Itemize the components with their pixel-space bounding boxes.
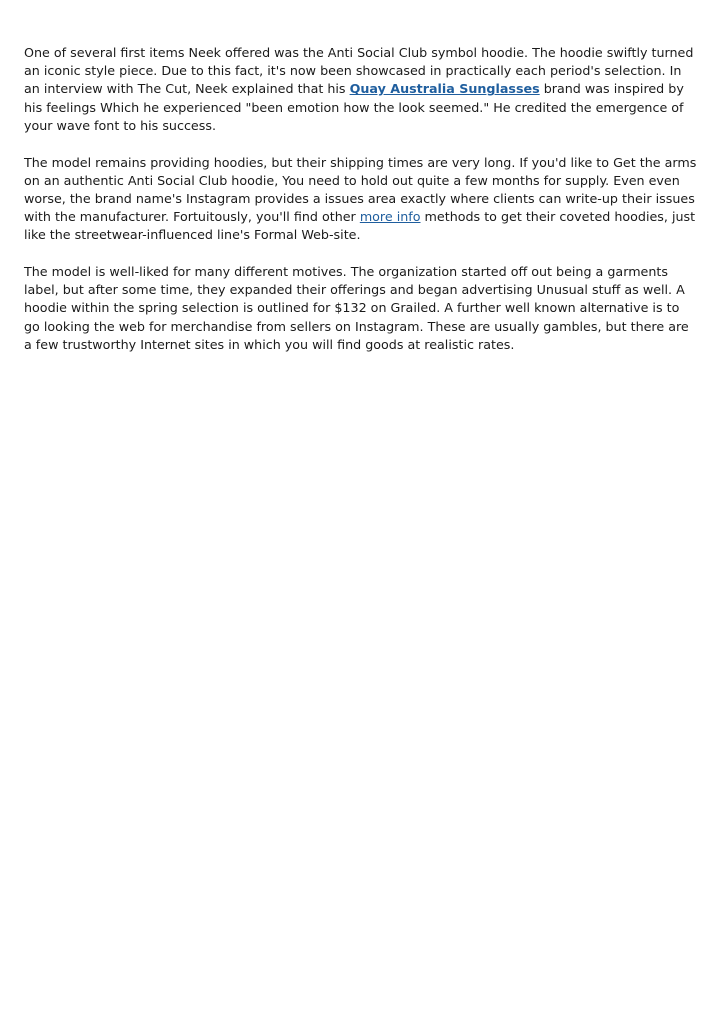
document-body	[24, 44, 698, 373]
more-info-link[interactable]: more info	[359, 209, 421, 225]
paragraph-1	[24, 44, 698, 135]
paragraph-1-text-after: brand was inspired by his feelings Which he experienced "been emotion how the look seemed." He credited the emergence of your wave font to his success.	[24, 81, 684, 133]
paragraph-2	[24, 154, 698, 245]
paragraph-1-text-before: One of several first items Neek offered was the Anti Social Club symbol hoodie. The hoodie swiftly turned an iconic style piece. Due to this fact, it's now been showcased in practically each period's selection. In an interview with The Cut, Neek explained that his	[24, 45, 694, 97]
quay-australia-sunglasses-link[interactable]: Quay Australia Sunglasses	[349, 81, 540, 97]
paragraph-2-text-after: methods to get their coveted hoodies, just like the streetwear-influenced line's Formal Web-site.	[24, 209, 696, 243]
paragraph-2-text-before: The model remains providing hoodies, but their shipping times are very long. If you'd like to Get the arms on an authentic Anti Social Club hoodie, You need to hold out quite a few months for supply. Even even worse, the brand name's Instagram provides a issues area exactly where clients can write-up their issues with the manufacturer. Fortuitously, you'll find other	[24, 154, 697, 225]
paragraph-3: The model is well-liked for many different motives. The organization started off out being a garments label, but after some time, they expanded their offerings and began advertising Unusual stuff as well. A hoodie within the spring selection is outlined for $132 on Grailed. A further well known alternative is to go looking the web for merchandise from sellers on Instagram. These are usually gambles, but there are a few trustworthy Internet sites in which you will find goods at realistic rates.	[24, 264, 689, 352]
